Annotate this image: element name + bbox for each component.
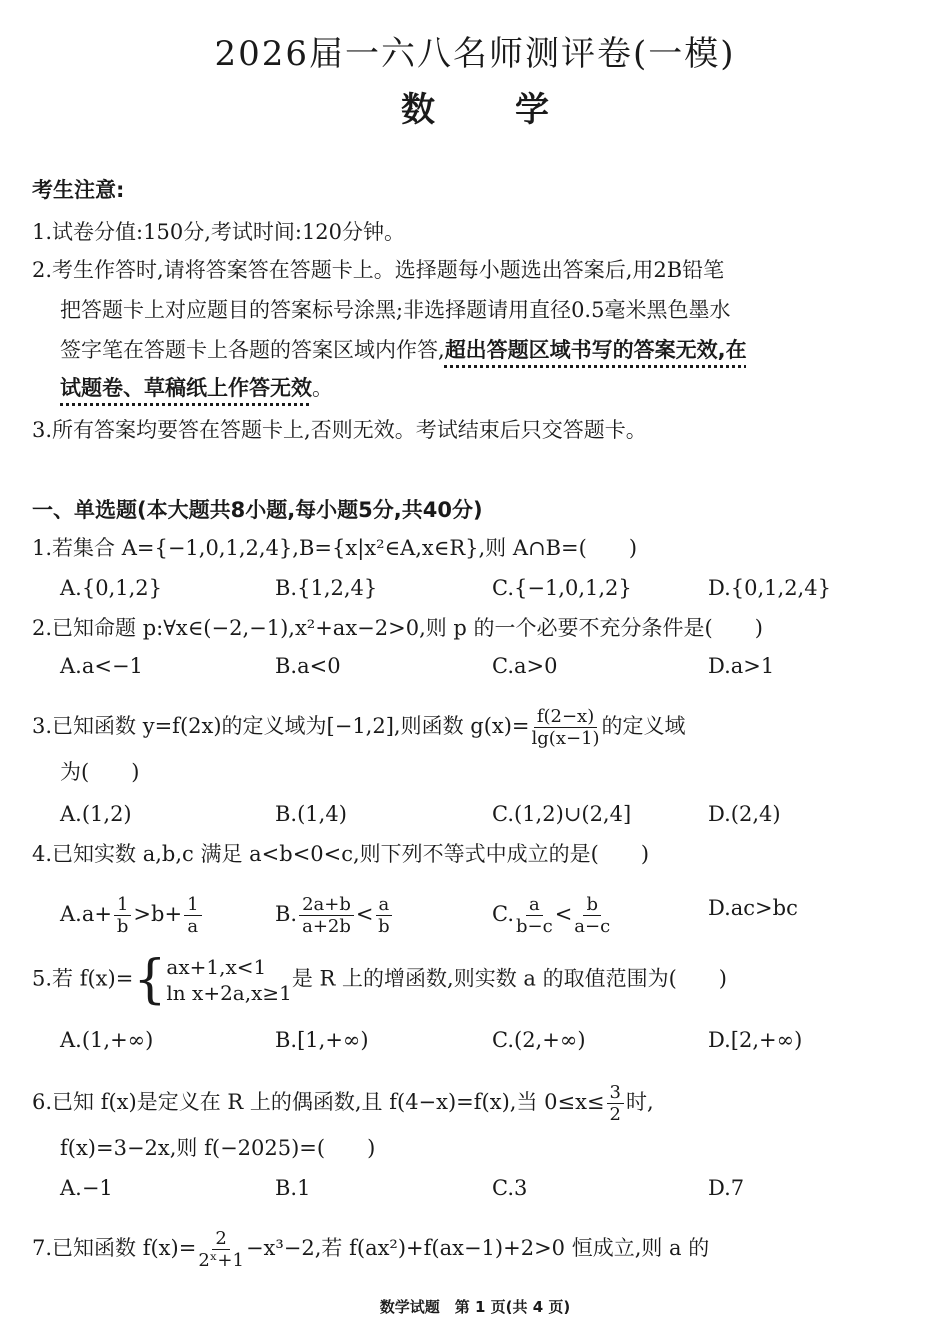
denominator: b−c [516, 916, 553, 937]
denominator: 2ˣ+1 [198, 1250, 244, 1271]
numerator: a [376, 894, 393, 916]
denominator: 2 [609, 1104, 621, 1125]
numerator: 1 [114, 894, 131, 916]
numerator: 1 [184, 894, 201, 916]
notice-item-1: 1.试卷分值:150分,考试时间:120分钟。 [32, 220, 406, 244]
exam-title: 2026届一六八名师测评卷(一模) [214, 34, 736, 74]
numerator: f(2−x) [534, 706, 597, 728]
piecewise-function [133, 950, 292, 1010]
numerator: b [583, 894, 601, 916]
numerator: 3 [607, 1082, 624, 1104]
q1-option-a: A.{0,1,2} [60, 576, 162, 600]
denominator: lg(x−1) [531, 728, 600, 749]
notice-text: 签字笔在答题卡上各题的答案区域内作答, [60, 338, 445, 362]
fraction [198, 1228, 244, 1271]
fraction [184, 894, 201, 937]
q3-option-b: B.(1,4) [275, 802, 347, 826]
stem-text: 是 R 上的增函数,则实数 a 的取值范围为( ) [291, 966, 727, 991]
q2-option-c: C.a>0 [492, 654, 558, 678]
question-7-stem [32, 1228, 709, 1271]
question-2-stem: 2.已知命题 p:∀x∈(−2,−1),x²+ax−2>0,则 p 的一个必要不充分条件是( ) [32, 616, 763, 640]
option-text: A.a+ [60, 902, 112, 926]
numerator: 2a+b [299, 894, 354, 916]
question-6-stem-cont: f(x)=3−2x,则 f(−2025)=( ) [60, 1136, 376, 1160]
fraction [516, 894, 553, 937]
fraction [376, 894, 393, 937]
q6-option-d: D.7 [708, 1176, 745, 1200]
fraction [532, 706, 600, 749]
q6-option-b: B.1 [275, 1176, 311, 1200]
q4-option-d: D.ac>bc [708, 896, 798, 920]
stem-text: 5.若 f(x)= [32, 966, 134, 991]
fraction [299, 894, 354, 937]
case-1: ax+1,x<1 [166, 955, 267, 979]
option-text: < [355, 902, 374, 926]
q2-option-b: B.a<0 [275, 654, 341, 678]
q1-option-b: B.{1,2,4} [275, 576, 378, 600]
denominator: b [378, 916, 390, 937]
q3-option-c: C.(1,2)∪(2,4] [492, 802, 632, 826]
notice-emphasis: 超出答题区域书写的答案无效,在 [444, 338, 747, 362]
notice-item-2-line-2: 把答题卡上对应题目的答案标号涂黑;非选择题请用直径0.5毫米黑色墨水 [60, 298, 731, 322]
q1-option-d: D.{0,1,2,4} [708, 576, 831, 600]
numerator: 2 [212, 1228, 229, 1250]
denominator: a−c [574, 916, 611, 937]
numerator: a [526, 894, 543, 916]
q5-option-a: A.(1,+∞) [60, 1028, 154, 1052]
case-2: ln x+2a,x≥1 [166, 981, 292, 1005]
option-text: >b+ [133, 902, 183, 926]
fraction [574, 894, 610, 937]
q4-option-a [60, 894, 204, 937]
notice-item-2-line-3 [60, 336, 747, 364]
q5-option-d: D.[2,+∞) [708, 1028, 803, 1052]
denominator: a+2b [302, 916, 351, 937]
q6-option-c: C.3 [492, 1176, 528, 1200]
notice-heading: 考生注意: [32, 178, 125, 202]
denominator: b [116, 916, 129, 937]
q6-option-a: A.−1 [60, 1176, 113, 1200]
section-heading: 一、单选题(本大题共8小题,每小题5分,共40分) [32, 498, 483, 522]
question-6-stem [32, 1082, 654, 1125]
stem-text: 的定义域 [601, 714, 686, 738]
stem-text: 时, [625, 1090, 654, 1114]
notice-item-2-line-1: 2.考生作答时,请将答案答在答题卡上。选择题每小题选出答案后,用2B铅笔 [32, 258, 725, 282]
q3-option-d: D.(2,4) [708, 802, 781, 826]
q4-option-b [275, 894, 394, 937]
q5-option-c: C.(2,+∞) [492, 1028, 586, 1052]
stem-text: 7.已知函数 f(x)= [32, 1236, 197, 1260]
notice-item-3: 3.所有答案均要答在答题卡上,否则无效。考试结束后只交答题卡。 [32, 418, 647, 442]
notice-text: 。 [312, 376, 333, 400]
denominator: a [187, 916, 199, 937]
stem-text: 6.已知 f(x)是定义在 R 上的偶函数,且 f(4−x)=f(x),当 0≤x≤ [32, 1090, 605, 1114]
fraction [607, 1082, 624, 1125]
notice-emphasis: 试题卷、草稿纸上作答无效 [60, 376, 312, 400]
q4-option-c [492, 894, 612, 937]
question-3-stem-cont: 为( ) [60, 760, 140, 784]
subject-char-2: 学 [515, 90, 549, 130]
option-text: < [554, 902, 573, 926]
subject-char-1: 数 [401, 90, 435, 130]
stem-text: −x³−2,若 f(ax²)+f(ax−1)+2>0 恒成立,则 a 的 [245, 1236, 710, 1260]
q3-option-a: A.(1,2) [60, 802, 132, 826]
q1-option-c: C.{−1,0,1,2} [492, 576, 632, 600]
q5-option-b: B.[1,+∞) [275, 1028, 369, 1052]
option-text: B. [275, 902, 298, 926]
q2-option-a: A.a<−1 [60, 654, 143, 678]
page-footer: 数学试题 第 1 页(共 4 页) [379, 1298, 571, 1316]
stem-text: 3.已知函数 y=f(2x)的定义域为[−1,2],则函数 g(x)= [32, 714, 530, 738]
left-brace-icon: { [133, 950, 167, 1010]
q2-option-d: D.a>1 [708, 654, 775, 678]
subject-title [0, 82, 950, 131]
question-3-stem [32, 706, 686, 749]
notice-item-2-line-4 [60, 374, 333, 402]
question-4-stem: 4.已知实数 a,b,c 满足 a<b<0<c,则下列不等式中成立的是( ) [32, 842, 650, 866]
question-1-stem: 1.若集合 A={−1,0,1,2,4},B={x|x²∈A,x∈R},则 A∩B=( ) [32, 536, 638, 560]
option-text: C. [492, 902, 514, 926]
fraction [114, 894, 131, 937]
question-5-stem [32, 950, 727, 1010]
